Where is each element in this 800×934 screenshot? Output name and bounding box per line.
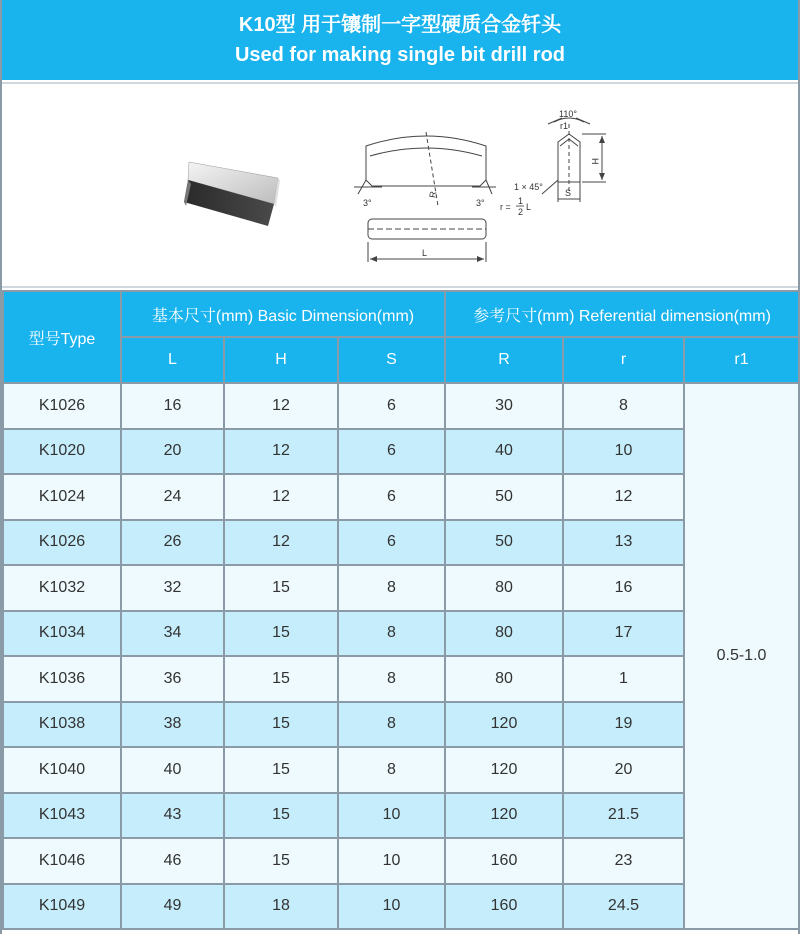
angle-3-right-label: 3° (476, 198, 485, 208)
cell-R: 50 (445, 474, 563, 520)
chamfer-label: 1 × 45° (514, 182, 543, 192)
cell-L: 36 (121, 656, 224, 702)
header-R: R (445, 337, 563, 383)
table-row (3, 520, 799, 566)
header-r: r (563, 337, 684, 383)
cell-L: 34 (121, 611, 224, 657)
H-label: H (590, 158, 600, 165)
cell-L: 16 (121, 383, 224, 429)
cell-type: K1026 (3, 383, 121, 429)
cell-H: 12 (224, 429, 338, 475)
cell-H: 15 (224, 656, 338, 702)
header-H: H (224, 337, 338, 383)
angle-3-left-label: 3° (363, 198, 372, 208)
cell-H: 12 (224, 474, 338, 520)
cell-r: 23 (563, 838, 684, 884)
cell-R: 80 (445, 611, 563, 657)
S-label: S (565, 188, 572, 198)
cell-type: K1040 (3, 747, 121, 793)
cell-H: 15 (224, 747, 338, 793)
cell-r: 12 (563, 474, 684, 520)
cell-S: 8 (338, 611, 445, 657)
cell-type: K1024 (3, 474, 121, 520)
header-referential-dimension: 参考尺寸(mm) Referential dimension(mm) (445, 291, 799, 337)
r-formula-denominator: 2 (518, 207, 524, 217)
table-row (3, 884, 799, 930)
cell-type: K1043 (3, 793, 121, 839)
cell-H: 15 (224, 702, 338, 748)
table-row (3, 565, 799, 611)
cell-r: 1 (563, 656, 684, 702)
cell-S: 6 (338, 429, 445, 475)
r1-label: r1 (560, 121, 569, 131)
table-row (3, 383, 799, 429)
cell-L: 38 (121, 702, 224, 748)
cell-type: K1046 (3, 838, 121, 884)
cell-type: K1020 (3, 429, 121, 475)
technical-drawing (2, 84, 798, 286)
cell-type: K1038 (3, 702, 121, 748)
cell-R: 160 (445, 838, 563, 884)
cell-S: 10 (338, 793, 445, 839)
cell-H: 15 (224, 838, 338, 884)
cell-H: 12 (224, 383, 338, 429)
title-banner (2, 0, 798, 80)
cell-r: 13 (563, 520, 684, 566)
cell-S: 8 (338, 656, 445, 702)
header-L: L (121, 337, 224, 383)
cell-L: 40 (121, 747, 224, 793)
cell-type: K1034 (3, 611, 121, 657)
cell-r: 8 (563, 383, 684, 429)
cell-r: 16 (563, 565, 684, 611)
cell-R: 120 (445, 747, 563, 793)
cell-L: 20 (121, 429, 224, 475)
cell-S: 10 (338, 884, 445, 930)
cell-S: 10 (338, 838, 445, 884)
table-row (3, 429, 799, 475)
header-type: 型号Type (3, 291, 121, 383)
cell-L: 26 (121, 520, 224, 566)
cell-H: 18 (224, 884, 338, 930)
cell-r1-merged: 0.5-1.0 (684, 383, 799, 929)
cell-H: 15 (224, 565, 338, 611)
cell-R: 120 (445, 793, 563, 839)
cell-r: 19 (563, 702, 684, 748)
cell-R: 40 (445, 429, 563, 475)
cell-r: 10 (563, 429, 684, 475)
cell-R: 120 (445, 702, 563, 748)
cell-L: 32 (121, 565, 224, 611)
cell-r: 21.5 (563, 793, 684, 839)
cell-L: 43 (121, 793, 224, 839)
cell-L: 49 (121, 884, 224, 930)
cell-type: K1032 (3, 565, 121, 611)
cell-R: 160 (445, 884, 563, 930)
cell-S: 6 (338, 520, 445, 566)
table-row (3, 656, 799, 702)
cell-H: 12 (224, 520, 338, 566)
r-formula-numerator: 1 (518, 196, 524, 206)
angle-110-label: 110° (559, 109, 577, 119)
header-basic-dimension: 基本尺寸(mm) Basic Dimension(mm) (121, 291, 445, 337)
cell-r: 20 (563, 747, 684, 793)
r-formula-prefix: r = (500, 202, 511, 212)
cell-r: 24.5 (563, 884, 684, 930)
front-view-drawing (354, 132, 496, 262)
cell-type: K1049 (3, 884, 121, 930)
table-row (3, 747, 799, 793)
cell-R: 30 (445, 383, 563, 429)
cell-R: 80 (445, 656, 563, 702)
product-figure (2, 82, 798, 288)
R-label: R (427, 190, 439, 199)
header-r1: r1 (684, 337, 799, 383)
title-english: Used for making single bit drill rod (234, 44, 566, 66)
cell-R: 80 (445, 565, 563, 611)
cell-type: K1036 (3, 656, 121, 702)
r-formula-suffix: L (526, 202, 532, 212)
cell-H: 15 (224, 611, 338, 657)
cell-S: 8 (338, 702, 445, 748)
table-row (3, 702, 799, 748)
insert-photo (184, 162, 280, 226)
cell-S: 6 (338, 383, 445, 429)
table-row (3, 793, 799, 839)
cell-S: 8 (338, 747, 445, 793)
table-row (3, 611, 799, 657)
cell-R: 50 (445, 520, 563, 566)
table-row (3, 838, 799, 884)
L-label: L (422, 248, 428, 258)
cell-r: 17 (563, 611, 684, 657)
dimension-table (2, 290, 800, 930)
cell-L: 24 (121, 474, 224, 520)
header-S: S (338, 337, 445, 383)
cell-type: K1026 (3, 520, 121, 566)
cell-L: 46 (121, 838, 224, 884)
title-chinese: K10型 用于镶制一字型硬质合金钎头 (238, 14, 562, 36)
table-row (3, 474, 799, 520)
cell-S: 6 (338, 474, 445, 520)
cell-S: 8 (338, 565, 445, 611)
cell-H: 15 (224, 793, 338, 839)
